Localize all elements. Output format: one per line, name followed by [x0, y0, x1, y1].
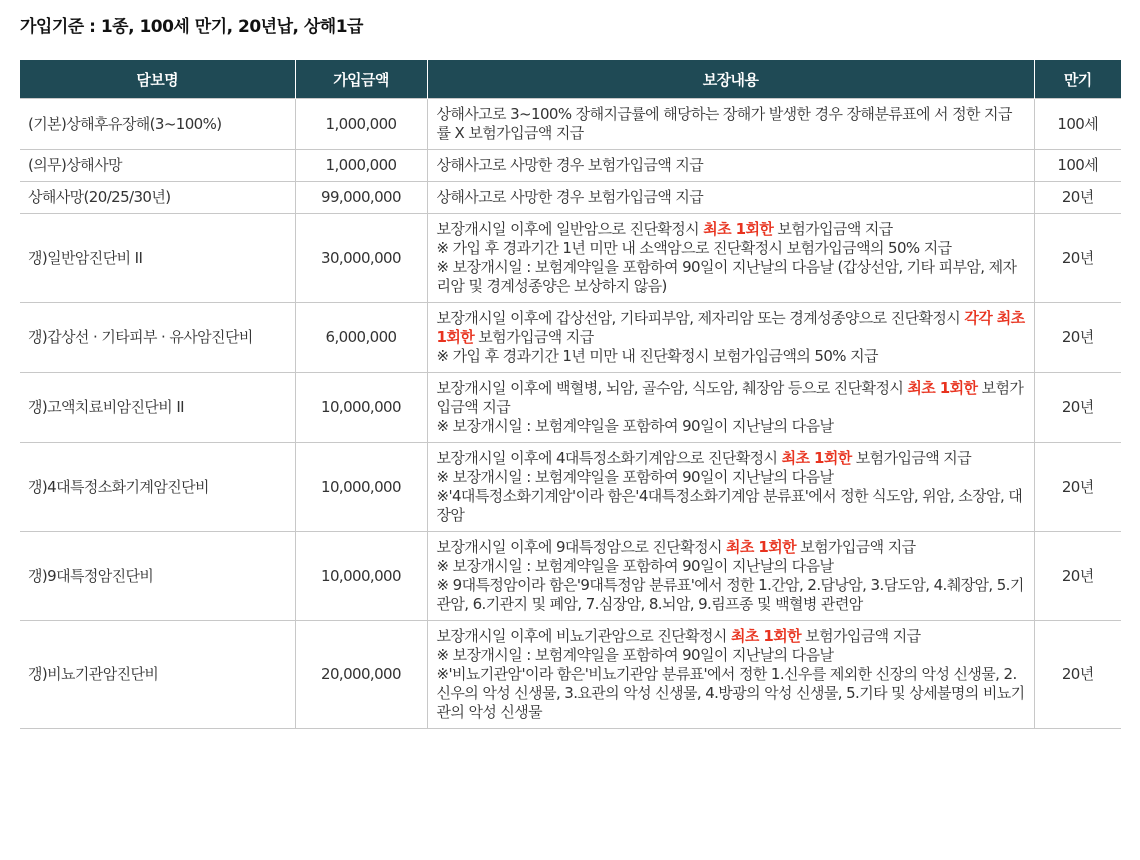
description-cell — [427, 182, 1034, 214]
description-text: 보험가입금액 지급 — [773, 220, 893, 238]
description-cell — [427, 532, 1034, 621]
coverage-name-cell: 갱)4대특정소화기계암진단비 — [20, 443, 295, 532]
description-text: 보험가입금액 지급 — [436, 379, 1024, 416]
coverage-name-cell: 갱)고액치료비암진단비 II — [20, 373, 295, 443]
amount-cell: 10,000,000 — [295, 373, 427, 443]
column-header-amount: 가입금액 — [295, 60, 427, 99]
description-text: ※ 보장개시일 : 보험계약일을 포함하여 90일이 지난날의 다음날 (갑상선암, 기타 피부암, 제자리암 및 경계성종양은 보상하지 않음) — [436, 258, 1017, 295]
amount-cell: 30,000,000 — [295, 214, 427, 303]
description-line — [437, 627, 1026, 646]
description-text: ※ 가입 후 경과기간 1년 미만 내 소액암으로 진단확정시 보험가입금액의 50% 지급 — [436, 239, 952, 257]
description-line — [437, 379, 1026, 417]
highlight-text: 최초 1회한 — [781, 449, 852, 467]
term-cell: 100세 — [1034, 99, 1121, 150]
description-text: 상해사고로 사망한 경우 보험가입금액 지급 — [436, 156, 704, 174]
term-cell: 20년 — [1034, 443, 1121, 532]
description-line — [437, 665, 1026, 722]
coverage-name-cell: 상해사망(20/25/30년) — [20, 182, 295, 214]
description-line — [437, 468, 1026, 487]
description-line — [437, 449, 1026, 468]
description-text: ※ 9대특정암이라 함은'9대특정암 분류표'에서 정한 1.간암, 2.담낭암, 3.담도암, 4.췌장암, 5.기관암, 6.기관지 및 폐암, 7.심장암, 8.뇌암, 9.림프종 및 백혈병 관련암 — [436, 576, 1024, 613]
description-text: ※ 보장개시일 : 보험계약일을 포함하여 90일이 지난날의 다음날 — [436, 468, 834, 486]
description-line — [437, 239, 1026, 258]
description-line — [437, 417, 1026, 436]
description-line — [437, 646, 1026, 665]
description-text: 보험가입금액 지급 — [796, 538, 916, 556]
coverage-table — [20, 60, 1121, 729]
table-row — [20, 182, 1121, 214]
description-line — [437, 188, 1026, 207]
description-line — [437, 557, 1026, 576]
description-text: ※'비뇨기관암'이라 함은'비뇨기관암 분류표'에서 정한 1.신우를 제외한 신장의 악성 신생물, 2.신우의 악성 신생물, 3.요관의 악성 신생물, 4.방광의 악성 신생물, 5.기타 및 상세불명의 비뇨기관의 악성 신생물 — [436, 665, 1025, 721]
description-text: 보험가입금액 지급 — [801, 627, 921, 645]
highlight-text: 최초 1회한 — [703, 220, 774, 238]
table-body — [20, 99, 1121, 729]
column-header-description: 보장내용 — [427, 60, 1034, 99]
description-line — [437, 156, 1026, 175]
description-cell — [427, 99, 1034, 150]
table-row — [20, 99, 1121, 150]
table-row — [20, 150, 1121, 182]
amount-cell: 20,000,000 — [295, 621, 427, 729]
description-text: 보장개시일 이후에 4대특정소화기계암으로 진단확정시 — [436, 449, 782, 467]
description-line — [437, 487, 1026, 525]
highlight-text: 최초 1회한 — [907, 379, 978, 397]
table-row — [20, 532, 1121, 621]
description-line — [437, 309, 1026, 347]
description-text: 상해사고로 3~100% 장해지급률에 해당하는 장해가 발생한 경우 장해분류표에 서 정한 지급률 X 보험가입금액 지급 — [436, 105, 1012, 142]
amount-cell: 99,000,000 — [295, 182, 427, 214]
coverage-name-cell: (의무)상해사망 — [20, 150, 295, 182]
description-line — [437, 105, 1026, 143]
description-text: 보장개시일 이후에 백혈병, 뇌암, 골수암, 식도암, 췌장암 등으로 진단확정시 — [436, 379, 908, 397]
coverage-name-cell: 갱)갑상선 · 기타피부 · 유사암진단비 — [20, 303, 295, 373]
column-header-coverage-name: 담보명 — [20, 60, 295, 99]
description-text: ※ 보장개시일 : 보험계약일을 포함하여 90일이 지난날의 다음날 — [436, 417, 834, 435]
term-cell: 20년 — [1034, 303, 1121, 373]
description-cell — [427, 621, 1034, 729]
table-row — [20, 621, 1121, 729]
highlight-text: 최초 1회한 — [726, 538, 797, 556]
term-cell: 20년 — [1034, 532, 1121, 621]
description-line — [437, 258, 1026, 296]
coverage-name-cell: 갱)9대특정암진단비 — [20, 532, 295, 621]
description-line — [437, 538, 1026, 557]
description-text: ※ 가입 후 경과기간 1년 미만 내 진단확정시 보험가입금액의 50% 지급 — [436, 347, 878, 365]
description-cell — [427, 150, 1034, 182]
description-text: 보험가입금액 지급 — [851, 449, 972, 467]
description-text: ※ 보장개시일 : 보험계약일을 포함하여 90일이 지난날의 다음날 — [436, 646, 834, 664]
column-header-term: 만기 — [1034, 60, 1121, 99]
highlight-text: 각각 최초 1회한 — [436, 309, 1025, 346]
term-cell: 20년 — [1034, 373, 1121, 443]
term-cell: 20년 — [1034, 214, 1121, 303]
term-cell: 20년 — [1034, 182, 1121, 214]
description-text: 보장개시일 이후에 일반암으로 진단확정시 — [436, 220, 704, 238]
term-cell: 20년 — [1034, 621, 1121, 729]
description-line — [437, 220, 1026, 239]
description-cell — [427, 214, 1034, 303]
description-text: 보장개시일 이후에 갑상선암, 기타피부암, 제자리암 또는 경계성종양으로 진단확정시 — [436, 309, 965, 327]
term-cell: 100세 — [1034, 150, 1121, 182]
table-row — [20, 373, 1121, 443]
amount-cell: 1,000,000 — [295, 150, 427, 182]
coverage-name-cell: 갱)일반암진단비 II — [20, 214, 295, 303]
amount-cell: 10,000,000 — [295, 443, 427, 532]
highlight-text: 최초 1회한 — [730, 627, 802, 645]
table-row — [20, 443, 1121, 532]
description-text: 보험가입금액 지급 — [474, 328, 594, 346]
table-header-row — [20, 60, 1121, 99]
amount-cell: 6,000,000 — [295, 303, 427, 373]
description-line — [437, 347, 1026, 366]
table-row — [20, 303, 1121, 373]
description-cell — [427, 303, 1034, 373]
description-text: 상해사고로 사망한 경우 보험가입금액 지급 — [436, 188, 704, 206]
page-title: 가입기준 : 1종, 100세 만기, 20년납, 상해1급 — [20, 17, 363, 37]
table-row — [20, 214, 1121, 303]
description-text: ※ 보장개시일 : 보험계약일을 포함하여 90일이 지난날의 다음날 — [436, 557, 834, 575]
amount-cell: 1,000,000 — [295, 99, 427, 150]
description-text: 보장개시일 이후에 9대특정암으로 진단확정시 — [436, 538, 727, 556]
description-text: ※'4대특정소화기계암'이라 함은'4대특정소화기계암 분류표'에서 정한 식도암, 위암, 소장암, 대장암 — [436, 487, 1023, 524]
description-text: 보장개시일 이후에 비뇨기관암으로 진단확정시 — [436, 627, 731, 645]
coverage-name-cell: 갱)비뇨기관암진단비 — [20, 621, 295, 729]
description-line — [437, 576, 1026, 614]
amount-cell: 10,000,000 — [295, 532, 427, 621]
description-cell — [427, 373, 1034, 443]
description-cell — [427, 443, 1034, 532]
coverage-name-cell: (기본)상해후유장해(3~100%) — [20, 99, 295, 150]
